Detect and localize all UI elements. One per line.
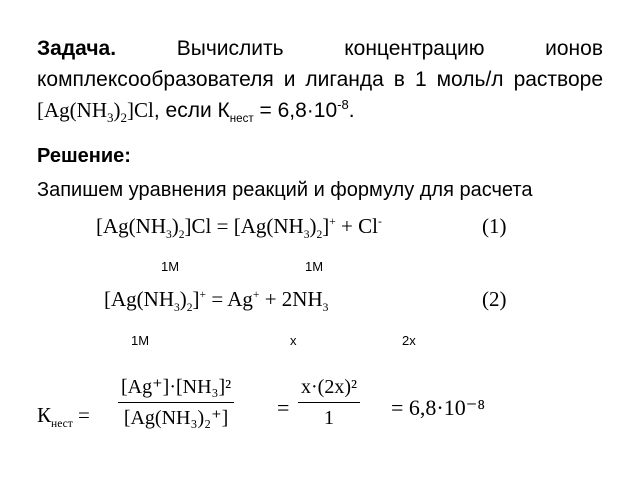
eq1-amount-complex-salt: 1M — [161, 259, 180, 274]
task-statement — [37, 33, 603, 126]
equation-1-number: (1) — [482, 214, 507, 238]
k-fraction-x — [298, 374, 360, 431]
k-fraction-x-numerator: x·(2x)² — [301, 376, 357, 398]
eq1-amount-complex-ion: 1M — [305, 259, 324, 274]
reaction-equation-1: $[Ag(NH_3)_2]Cl = [Ag(NH_3)_2]^+ + Cl^-$ — [96, 214, 382, 242]
eq2-amount-ammonia: 2x — [402, 333, 416, 348]
solution-intro: Запишем уравнения реакций и формулу для расчета — [37, 179, 533, 201]
k-fraction-numerator: [Ag⁺]·[NH₃]² — [121, 376, 232, 398]
task-line-3: растворе $[Ag(NH_3)_2]Cl$, если $К_{нест} = 6,8\cdot 10^{-8}$. — [37, 68, 603, 126]
task-line-2: комплексообразователя и лиганда в 1 моль/л — [37, 68, 504, 91]
k-fraction-concentrations — [118, 374, 234, 431]
fraction-bar — [118, 402, 234, 403]
fraction-bar — [298, 402, 360, 403]
complex-formula: $[Ag(NH_3)_2]Cl$ — [37, 98, 154, 126]
k-fraction-x-denominator: 1 — [323, 407, 334, 429]
equals-sign: = — [277, 395, 290, 420]
k-fraction-denominator: [Ag(NH₃)₂⁺] — [123, 407, 229, 429]
task-label: Задача. — [37, 37, 117, 60]
equation-2-number: (2) — [482, 287, 507, 311]
k-label: $К_{нест}$ = — [37, 403, 90, 431]
solution-heading: Решение: — [37, 145, 131, 167]
reaction-equation-2: $[Ag(NH_3)_2]^+ = Ag^+ + 2NH_3$ — [104, 287, 329, 315]
eq2-amount-complex-ion: 1M — [131, 333, 150, 348]
eq2-amount-silver-ion: x — [290, 333, 297, 348]
k-result: = 6,8·10⁻⁸ — [391, 395, 486, 420]
task-line-1: Вычислить концентрацию ионов — [176, 37, 603, 60]
